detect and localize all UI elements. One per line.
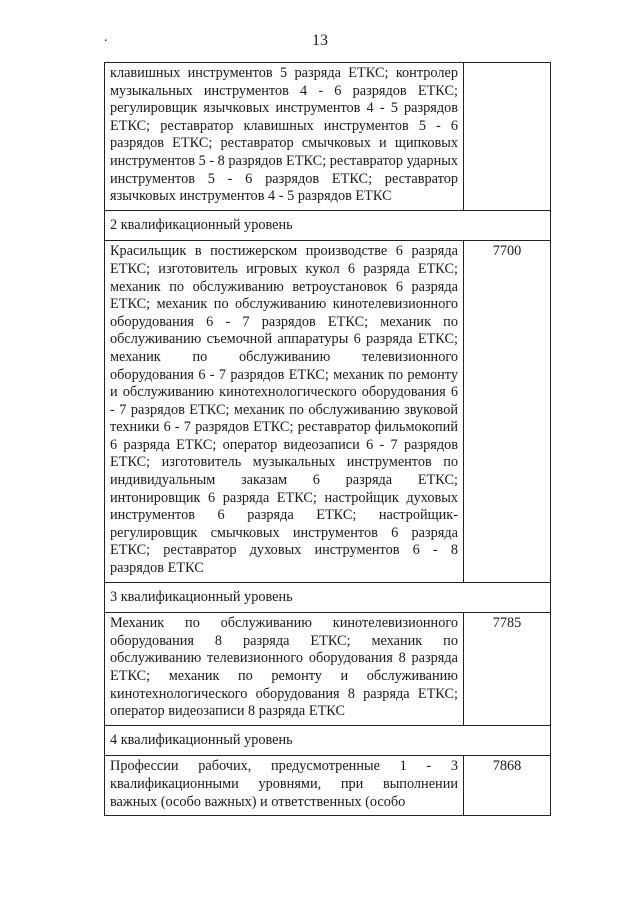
salary-value-cell: 7868 xyxy=(464,756,551,816)
qualification-table xyxy=(104,62,551,816)
qualification-level-header: 2 квалификационный уровень xyxy=(105,210,551,241)
salary-value-cell: 7700 xyxy=(464,241,551,582)
level-row xyxy=(105,210,551,241)
level-row xyxy=(105,725,551,756)
salary-value-cell xyxy=(464,63,551,211)
profession-list-cell: Профессии рабочих, предусмотренные 1 - 3 квалификационными уровнями, при выполнении важных (особо важных) и ответственных (особо xyxy=(105,756,464,816)
table-body xyxy=(105,63,551,816)
profession-list-cell: Механик по обслуживанию кинотелевизионного оборудования 8 разряда ЕТКС; механик по обслуживанию телевизионного оборудования 8 разряда ЕТКС; механик по ремонту и обслуживанию кинотехнологического оборудования 8 разряда ЕТКС; оператор видеозаписи 8 разряда ЕТКС xyxy=(105,613,464,726)
table-row xyxy=(105,63,551,211)
page-number: 13 xyxy=(312,32,328,49)
stray-dot: . xyxy=(104,30,108,45)
profession-list-cell: Красильщик в постижерском производстве 6 разряда ЕТКС; изготовитель игровых кукол 6 разряда ЕТКС; механик по обслуживанию ветроустановок 6 разряда ЕТКС; механик по обслуживанию кинотелевизионного оборудования 6 - 7 разрядов ЕТКС; механик по обслуживанию съемочной аппаратуры 6 разряда ЕТКС; механик по обслуживанию телевизионного оборудования 6 - 7 разрядов ЕТКС; механик по ремонту и обслуживанию кинотехнологического оборудования 6 - 7 разрядов ЕТКС; механик по обслуживанию звуковой техники 6 - 7 разрядов ЕТКС; реставратор фильмокопий 6 разряда ЕТКС; оператор видеозаписи 6 - 7 разрядов ЕТКС; изготовитель музыкальных инструментов по индивидуальным заказам 6 разряда ЕТКС; интонировщик 6 разряда ЕТКС; настройщик духовых инструментов 6 разряда ЕТКС; настройщик-регулировщик смычковых инструментов 6 разряда ЕТКС; реставратор духовых инструментов 6 - 8 разрядов ЕТКС xyxy=(105,241,464,582)
table-row xyxy=(105,756,551,816)
qualification-level-header: 4 квалификационный уровень xyxy=(105,725,551,756)
table-row xyxy=(105,241,551,582)
qualification-level-header: 3 квалификационный уровень xyxy=(105,582,551,613)
salary-value-cell: 7785 xyxy=(464,613,551,726)
profession-list-cell: клавишных инструментов 5 разряда ЕТКС; контролер музыкальных инструментов 4 - 6 разрядов ЕТКС; регулировщик язычковых инструментов 4 - 5 разрядов ЕТКС; реставратор клавишных инструментов 5 - 6 разрядов ЕТКС; реставратор смычковых и щипковых инструментов 5 - 8 разрядов ЕТКС; реставратор ударных инструментов 5 - 6 разрядов ЕТКС; реставратор язычковых инструментов 4 - 5 разрядов ЕТКС xyxy=(105,63,464,211)
table-row xyxy=(105,613,551,726)
level-row xyxy=(105,582,551,613)
